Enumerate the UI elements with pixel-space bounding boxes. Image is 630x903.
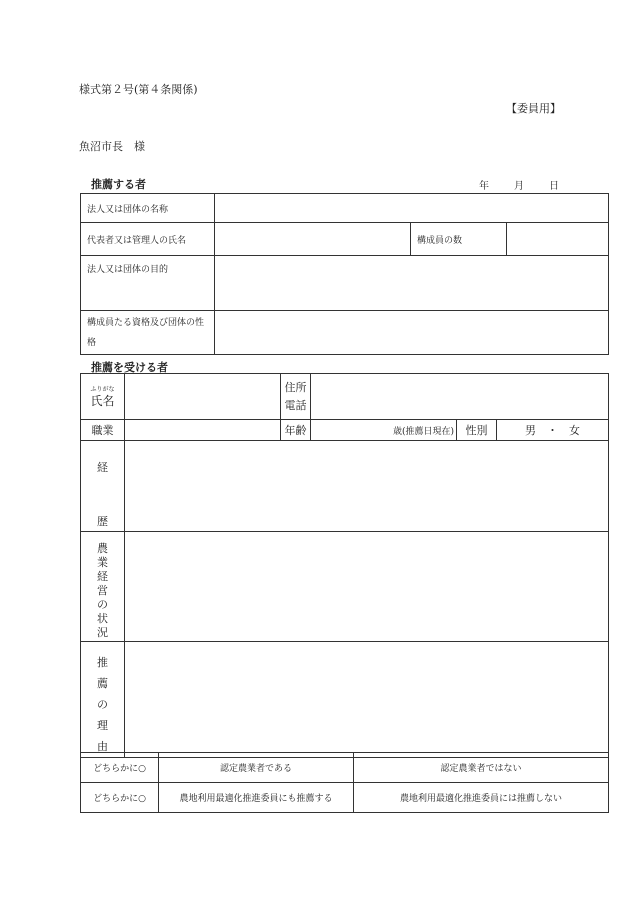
choice-table xyxy=(80,752,609,813)
recommended-table xyxy=(80,373,609,758)
date-year: 年 xyxy=(479,181,489,192)
addressee: 魚沼市長 様 xyxy=(79,140,145,153)
career-label: 経 歴 xyxy=(81,441,125,532)
date-day: 日 xyxy=(549,181,559,192)
address-phone-field[interactable] xyxy=(311,374,609,420)
sex-options[interactable]: 男 ・ 女 xyxy=(497,420,609,441)
reason-field[interactable] xyxy=(125,642,609,758)
name-label-cell xyxy=(81,374,125,420)
age-field[interactable] xyxy=(311,420,457,441)
choice1-option-not-certified[interactable]: 認定農業者ではない xyxy=(354,753,609,783)
name-label: 氏名 xyxy=(90,393,115,408)
farming-status-label: 農業経営の状況 xyxy=(81,532,125,642)
name-field[interactable] xyxy=(125,374,281,420)
sex-label: 性別 xyxy=(457,420,497,441)
org-name-label: 法人又は団体の名称 xyxy=(81,194,215,223)
occupation-field[interactable] xyxy=(125,420,281,441)
choice2-option-recommend[interactable]: 農地利用最適化推進委員にも推薦する xyxy=(159,783,354,813)
representative-field[interactable] xyxy=(215,223,411,256)
org-name-field[interactable] xyxy=(215,194,609,223)
address-phone-label: 住所 電話 xyxy=(281,374,311,420)
career-field[interactable] xyxy=(125,441,609,532)
form-number: 様式第２号(第４条関係) xyxy=(79,83,198,96)
age-label: 年齢 xyxy=(281,420,311,441)
farming-status-field[interactable] xyxy=(125,532,609,642)
date-month: 月 xyxy=(514,181,524,192)
purpose-label: 法人又は団体の目的 xyxy=(81,256,215,311)
members-count-label: 構成員の数 xyxy=(411,223,507,256)
copy-label: 【委員用】 xyxy=(506,102,561,115)
recommender-table xyxy=(80,193,609,355)
recommended-section-title: 推薦を受ける者 xyxy=(91,361,168,374)
choice1-label: どちらかに○ xyxy=(81,753,159,783)
reason-label: 推薦の理由 xyxy=(81,642,125,758)
qualification-label: 構成員たる資格及び団体の性格 xyxy=(81,311,215,355)
choice2-label: どちらかに○ xyxy=(81,783,159,813)
members-count-field[interactable] xyxy=(507,223,609,256)
purpose-field[interactable] xyxy=(215,256,609,311)
recommender-section-title: 推薦する者 xyxy=(91,178,146,191)
furigana-label: ふりがな xyxy=(90,385,115,393)
age-suffix: 歳(推薦日現在) xyxy=(392,426,454,437)
choice2-option-not-recommend[interactable]: 農地利用最適化推進委員には推薦しない xyxy=(354,783,609,813)
representative-label: 代表者又は管理人の氏名 xyxy=(81,223,215,256)
qualification-field[interactable] xyxy=(215,311,609,355)
choice1-option-certified[interactable]: 認定農業者である xyxy=(159,753,354,783)
occupation-label: 職業 xyxy=(81,420,125,441)
